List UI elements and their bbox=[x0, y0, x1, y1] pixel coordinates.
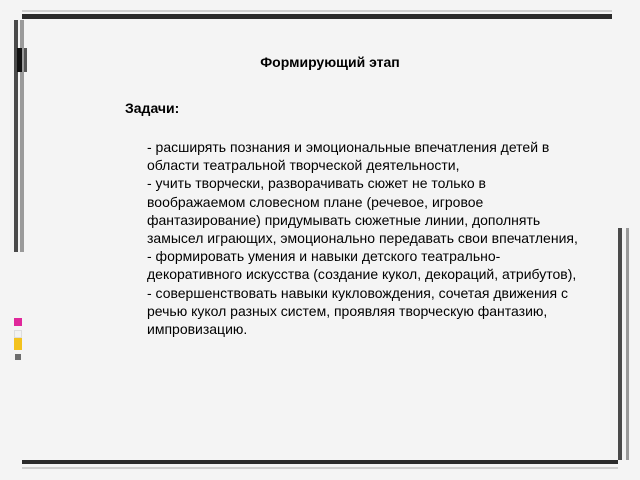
tasks-list bbox=[147, 138, 587, 338]
decor-square-grey bbox=[15, 354, 21, 360]
task-item: - совершенствовать навыки кукловождения, сочетая движения с речью кукол разных систем, проявляя творческую фантазию, импровизацию. bbox=[147, 284, 568, 338]
tasks-heading: Задачи: bbox=[125, 100, 180, 116]
frame-bottom-light-bar bbox=[22, 467, 618, 469]
frame-top-light-bar bbox=[22, 10, 612, 12]
slide-title: Формирующий этап bbox=[260, 54, 400, 70]
decor-square-white bbox=[14, 330, 22, 338]
task-item: - расширять познания и эмоциональные впечатления детей в области театральной творческой деятельности, bbox=[147, 139, 550, 174]
task-item: - формировать умения и навыки детского театрально-декоративного искусства (создание кукол, декораций, атрибутов), bbox=[147, 248, 577, 283]
frame-top-dark-bar bbox=[22, 14, 612, 19]
task-item: - учить творчески, разворачивать сюжет не только в воображаемом словесном плане (речевое, игровое фантазирование) придумывать сюжетные линии, дополнять замысел играющих, эмоционально передавать свои впечатления, bbox=[147, 175, 578, 247]
frame-right-dark-bar bbox=[618, 228, 622, 460]
decor-square-yellow bbox=[14, 338, 22, 350]
decor-square-magenta bbox=[14, 318, 22, 326]
frame-bottom-dark-bar bbox=[22, 460, 618, 464]
frame-right-grey-bar bbox=[626, 228, 629, 460]
